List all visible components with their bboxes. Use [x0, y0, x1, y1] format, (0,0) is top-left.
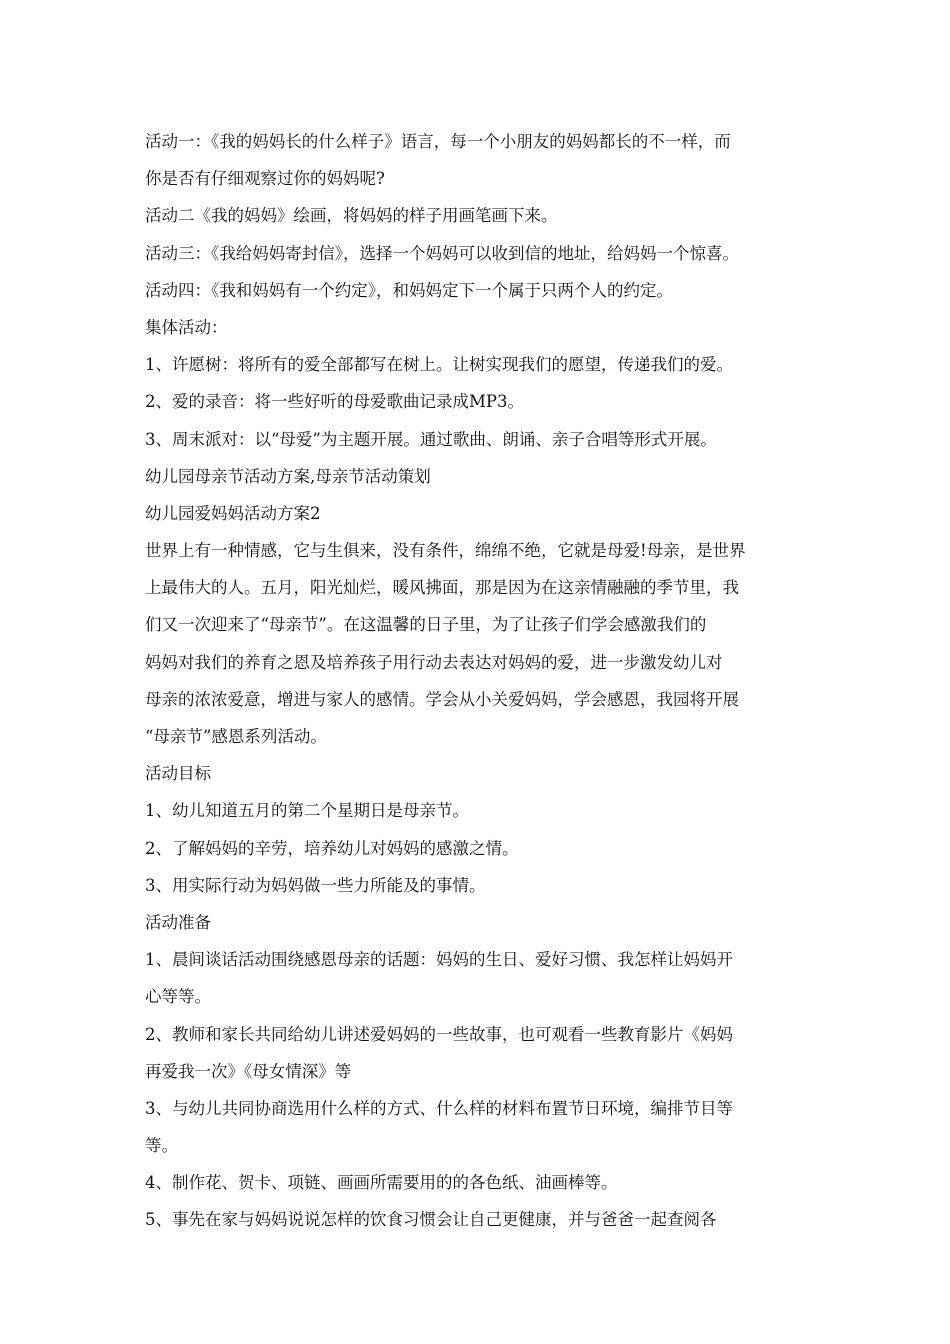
text-line-30: 5、事先在家与妈妈说说怎样的饮食习惯会让自己更健康，并与爸爸一起查阅各 [145, 1210, 717, 1230]
document-page [145, 123, 810, 1239]
text-line-23: 1、晨间谈话活动围绕感恩母亲的话题：妈妈的生日、爱好习惯、我怎样让妈妈开 [145, 950, 733, 970]
text-line-13: 上最伟大的人。五月，阳光灿烂，暖风拂面，那是因为在这亲情融融的季节里，我 [145, 578, 739, 598]
text-line-17: “母亲节”感恩系列活动。 [145, 727, 327, 746]
text-line-28: 等。 [145, 1136, 178, 1156]
text-line-14: 们又一次迎来了“母亲节”。在这温馨的日子里，为了让孩子们学会感激我们的 [145, 615, 707, 635]
section-heading-plan-2: 幼儿园爱妈妈活动方案2 [145, 503, 321, 523]
text-line-16: 母亲的浓浓爱意，增进与家人的感情。学会从小关爱妈妈，学会感恩，我园将开展 [145, 689, 739, 709]
text-line-26: 再爱我一次》《母女情深》等 [145, 1061, 352, 1081]
section-heading-preparation: 活动准备 [145, 912, 211, 932]
text-line-4: 活动三：《我给妈妈寄封信》，选择一个妈妈可以收到信的地址，给妈妈一个惊喜。 [145, 243, 739, 263]
text-line-20: 2、了解妈妈的辛劳，培养幼儿对妈妈的感激之情。 [145, 838, 519, 858]
section-heading-collective: 集体活动： [145, 317, 228, 337]
section-heading-goals: 活动目标 [145, 764, 211, 784]
text-line-25: 2、教师和家长共同给幼儿讲述爱妈妈的一些故事，也可观看一些教育影片《妈妈 [145, 1024, 733, 1044]
text-line-1: 活动一：《我的妈妈长的什么样子》语言，每一个小朋友的妈妈都长的不一样，而 [145, 132, 731, 151]
text-line-12: 世界上有一种情感，它与生俱来，没有条件，绵绵不绝，它就是母爱!母亲，是世界 [145, 541, 746, 561]
text-line-19: 1、幼儿知道五月的第二个星期日是母亲节。 [145, 801, 469, 821]
text-line-21: 3、用实际行动为妈妈做一些力所能及的事情。 [145, 875, 486, 895]
text-line-29: 4、制作花、贺卡、项链、画画所需要用的的各色纸、油画棒等。 [145, 1173, 618, 1193]
text-line-27: 3、与幼儿共同协商选用什么样的方式、什么样的材料布置节日环境，编排节目等 [145, 1098, 733, 1118]
text-line-15: 妈妈对我们的养育之恩及培养孩子用行动去表达对妈妈的爱，进一步激发幼儿对 [145, 652, 723, 672]
text-line-24: 心等等。 [145, 987, 211, 1007]
text-line-3: 活动二《我的妈妈》绘画，将妈妈的样子用画笔画下来。 [145, 206, 558, 226]
text-line-8: 2、爱的录音：将一些好听的母爱歌曲记录成MP3。 [145, 392, 524, 412]
text-line-9: 3、周末派对：以“母爱”为主题开展。通过歌曲、朗诵、亲子合唱等形式开展。 [145, 429, 717, 449]
text-line-5: 活动四：《我和妈妈有一个约定》，和妈妈定下一个属于只两个人的约定。 [145, 280, 673, 300]
text-line-2: 你是否有仔细观察过你的妈妈呢? [145, 169, 385, 189]
text-line-7: 1、许愿树：将所有的爱全部都写在树上。让树实现我们的愿望，传递我们的爱。 [145, 355, 733, 375]
text-line-10: 幼儿园母亲节活动方案,母亲节活动策划 [145, 466, 431, 486]
